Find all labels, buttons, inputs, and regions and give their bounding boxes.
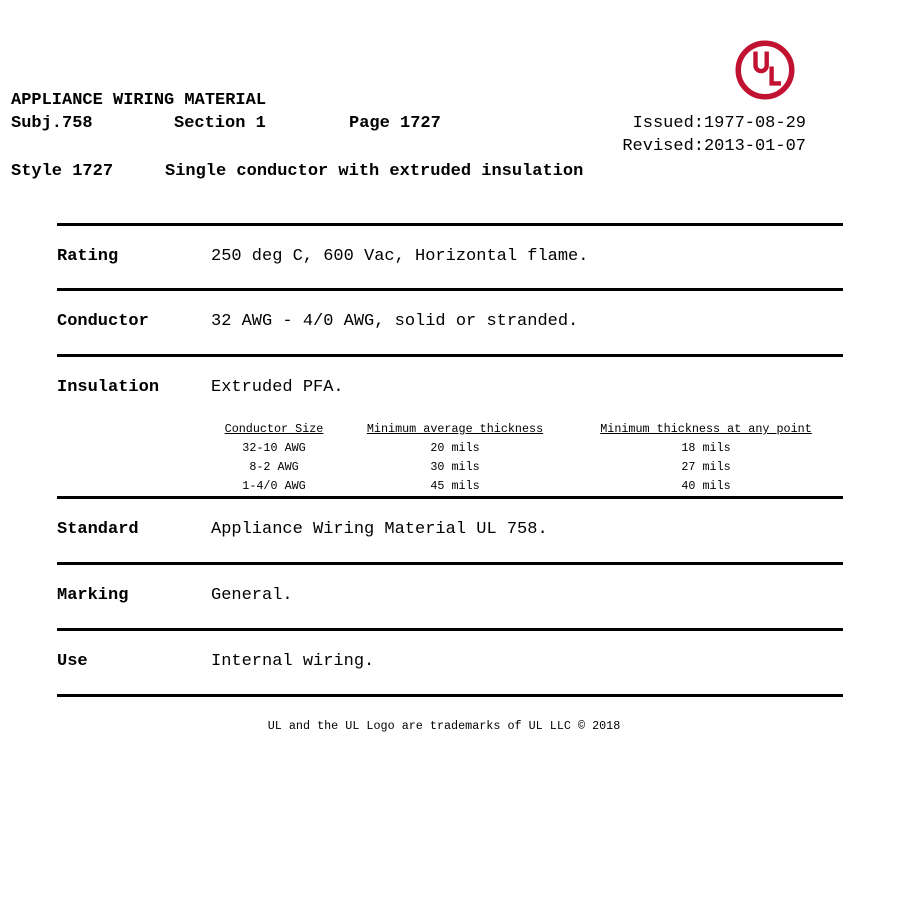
insulation-label: Insulation xyxy=(57,378,160,397)
section-divider xyxy=(57,562,843,565)
issued-date: Issued:1977-08-29 xyxy=(632,114,806,133)
table-cell-size-row2: 8-2 AWG xyxy=(249,460,299,474)
standard-label: Standard xyxy=(57,520,139,539)
table-cell-point-row3: 40 mils xyxy=(681,479,731,493)
insulation-value: Extruded PFA. xyxy=(211,378,344,397)
standard-value: Appliance Wiring Material UL 758. xyxy=(211,520,548,539)
subject-label: Subj.758 xyxy=(11,114,93,133)
revised-date: Revised:2013-01-07 xyxy=(622,137,806,156)
table-cell-size-row1: 32-10 AWG xyxy=(242,441,306,455)
marking-label: Marking xyxy=(57,586,129,605)
table-cell-avg-row2: 30 mils xyxy=(430,460,480,474)
trademark-footer: UL and the UL Logo are trademarks of UL LLC © 2018 xyxy=(267,719,621,733)
conductor-value: 32 AWG - 4/0 AWG, solid or stranded. xyxy=(211,312,579,331)
column-header-text: Minimum average thickness xyxy=(366,422,544,436)
ul-logo-icon xyxy=(735,40,795,100)
table-cell-point-row1: 18 mils xyxy=(681,441,731,455)
page-number-label: Page 1727 xyxy=(349,114,441,133)
section-divider xyxy=(57,628,843,631)
style-number: Style 1727 xyxy=(11,162,114,181)
section-divider xyxy=(57,354,843,357)
section-divider xyxy=(57,288,843,291)
section-divider xyxy=(57,496,843,499)
rating-value: 250 deg C, 600 Vac, Horizontal flame. xyxy=(211,247,589,266)
section-label: Section 1 xyxy=(174,114,266,133)
table-cell-point-row2: 27 mils xyxy=(681,460,731,474)
table-cell-avg-row1: 20 mils xyxy=(430,441,480,455)
table-cell-avg-row3: 45 mils xyxy=(430,479,480,493)
table-cell-size-row3: 1-4/0 AWG xyxy=(242,479,306,493)
marking-value: General. xyxy=(211,586,293,605)
section-divider xyxy=(57,694,843,697)
page-title: APPLIANCE WIRING MATERIAL xyxy=(11,91,267,110)
column-header-text: Minimum thickness at any point xyxy=(600,422,812,436)
style-description: Single conductor with extruded insulation xyxy=(165,162,584,181)
section-divider xyxy=(57,223,843,226)
use-value: Internal wiring. xyxy=(211,652,375,671)
rating-label: Rating xyxy=(57,247,119,266)
column-header-text: Conductor Size xyxy=(224,422,324,436)
thickness-table-header-min-any-point xyxy=(586,420,826,439)
use-label: Use xyxy=(57,652,88,671)
thickness-table-header-min-avg xyxy=(335,420,575,439)
conductor-label: Conductor xyxy=(57,312,149,331)
